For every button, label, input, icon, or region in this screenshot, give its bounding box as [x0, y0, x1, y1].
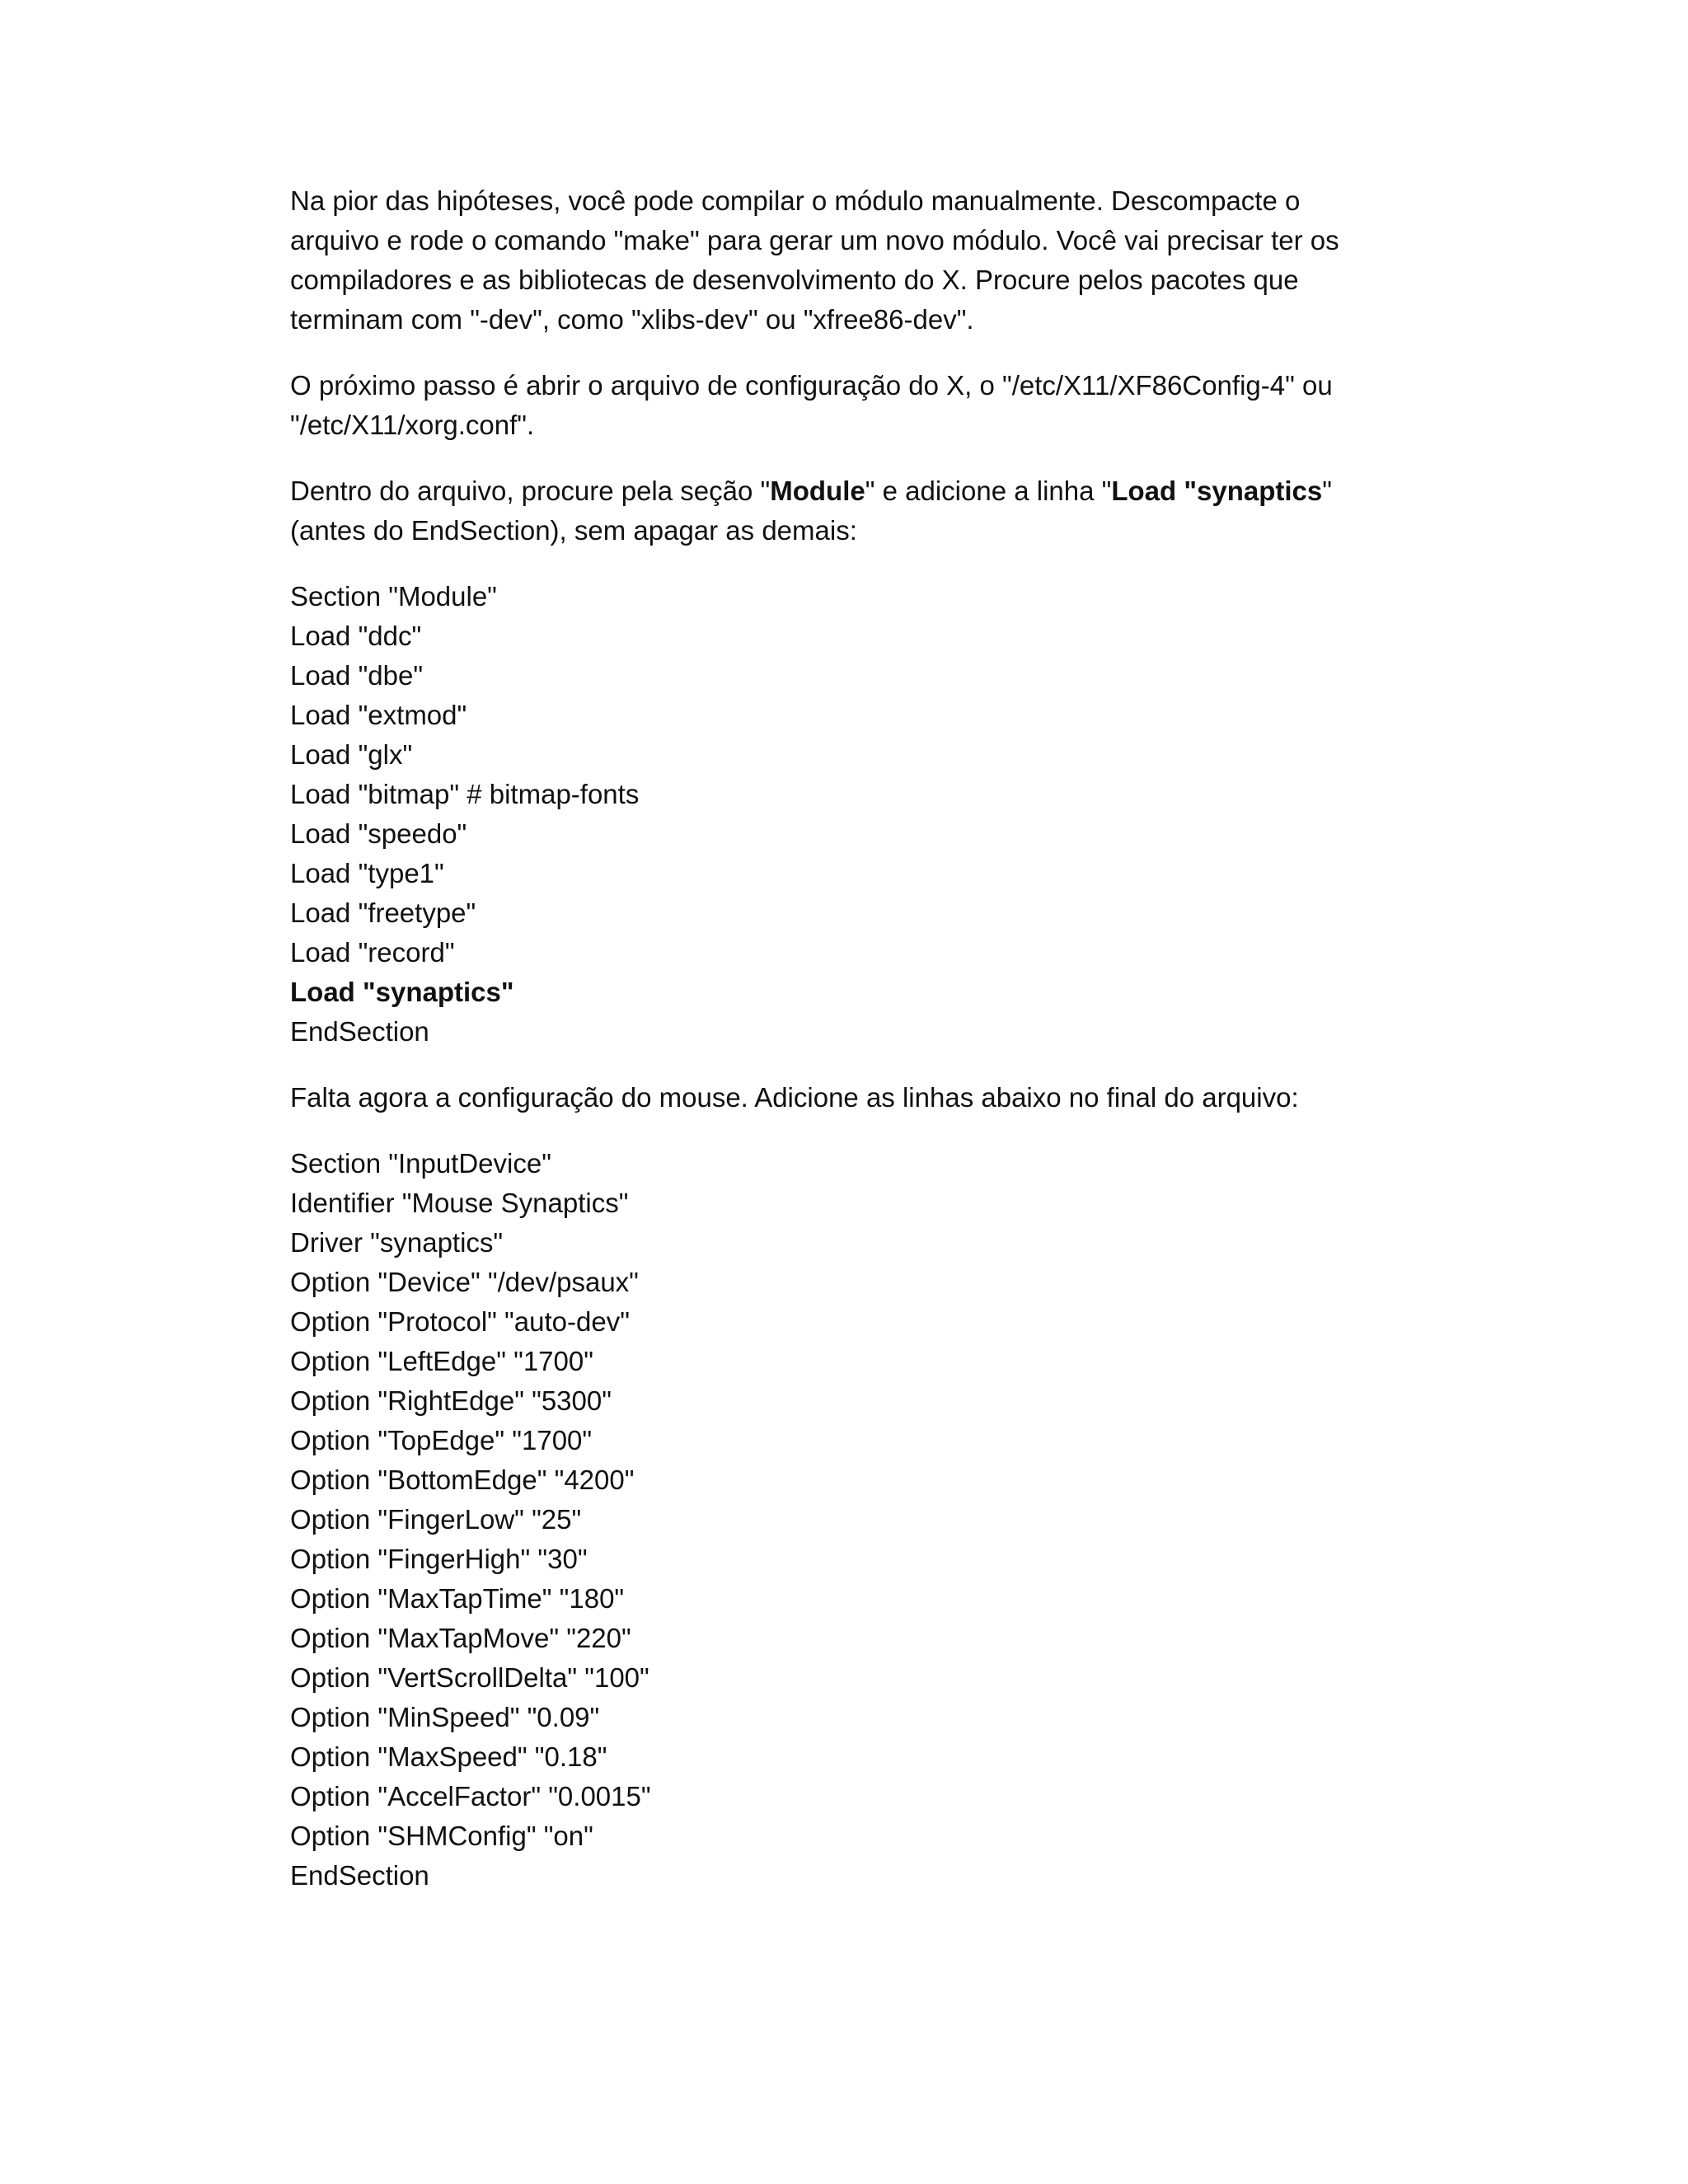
config-line: Load "bitmap" # bitmap-fonts	[290, 779, 640, 809]
paragraph-text: " e adicione a linha "	[865, 476, 1112, 506]
module-config-block	[290, 577, 1395, 1052]
config-line: Option "VertScrollDelta" "100"	[290, 1662, 649, 1693]
config-line: Option "MaxTapMove" "220"	[290, 1623, 631, 1653]
config-line: Option "AccelFactor" "0.0015"	[290, 1781, 651, 1811]
config-line-load-synaptics: Load "synaptics"	[290, 977, 514, 1007]
config-line: EndSection	[290, 1860, 429, 1891]
config-line: Option "SHMConfig" "on"	[290, 1821, 593, 1851]
config-line: Load "freetype"	[290, 898, 476, 928]
paragraph-compile-module: Na pior das hipóteses, você pode compilar o módulo manualmente. Descompacte o arquivo e rode o comando "make" para gerar um novo módulo. Você vai precisar ter os compiladores e as bibliotecas de desenvolvimento do X. Procure pelos pacotes que terminam com "-dev", como "xlibs-dev" ou "xfree86-dev".	[290, 185, 1339, 335]
config-line: Driver "synaptics"	[290, 1227, 504, 1258]
bold-module-keyword: Module	[770, 476, 865, 506]
config-line: Load "extmod"	[290, 700, 467, 730]
config-line: Section "Module"	[290, 581, 497, 612]
config-line: Option "Protocol" "auto-dev"	[290, 1306, 630, 1337]
config-line: Load "ddc"	[290, 621, 422, 651]
document-page	[290, 181, 1395, 1922]
config-line: Option "MaxSpeed" "0.18"	[290, 1741, 607, 1772]
inputdevice-config-block	[290, 1144, 1395, 1896]
paragraph-text: " (antes do EndSection), sem apagar as demais:	[290, 476, 1332, 546]
config-line: EndSection	[290, 1016, 429, 1047]
config-line: Identifier "Mouse Synaptics"	[290, 1188, 629, 1218]
paragraph-text: Dentro do arquivo, procure pela seção "	[290, 476, 771, 506]
paragraph-module-section	[290, 471, 1395, 551]
config-line: Option "FingerHigh" "30"	[290, 1544, 588, 1574]
config-line: Option "MaxTapTime" "180"	[290, 1583, 625, 1614]
config-line: Load "dbe"	[290, 660, 424, 691]
config-line: Section "InputDevice"	[290, 1148, 551, 1179]
config-line: Option "LeftEdge" "1700"	[290, 1346, 593, 1376]
config-line: Option "FingerLow" "25"	[290, 1504, 582, 1535]
config-line: Load "record"	[290, 937, 455, 968]
paragraph-mouse-config: Falta agora a configuração do mouse. Adicione as linhas abaixo no final do arquivo:	[290, 1082, 1299, 1113]
config-line: Option "Device" "/dev/psaux"	[290, 1267, 639, 1297]
config-line: Option "BottomEdge" "4200"	[290, 1465, 635, 1495]
bold-load-synaptics: Load "synaptics	[1111, 476, 1323, 506]
config-line: Option "RightEdge" "5300"	[290, 1385, 612, 1416]
paragraph-config-file: O próximo passo é abrir o arquivo de configuração do X, o "/etc/X11/XF86Config-4" ou "/etc/X11/xorg.conf".	[290, 370, 1333, 440]
config-line: Load "type1"	[290, 858, 444, 888]
config-line: Load "glx"	[290, 739, 413, 770]
config-line: Load "speedo"	[290, 818, 467, 849]
config-line: Option "MinSpeed" "0.09"	[290, 1702, 600, 1732]
config-line: Option "TopEdge" "1700"	[290, 1425, 593, 1455]
